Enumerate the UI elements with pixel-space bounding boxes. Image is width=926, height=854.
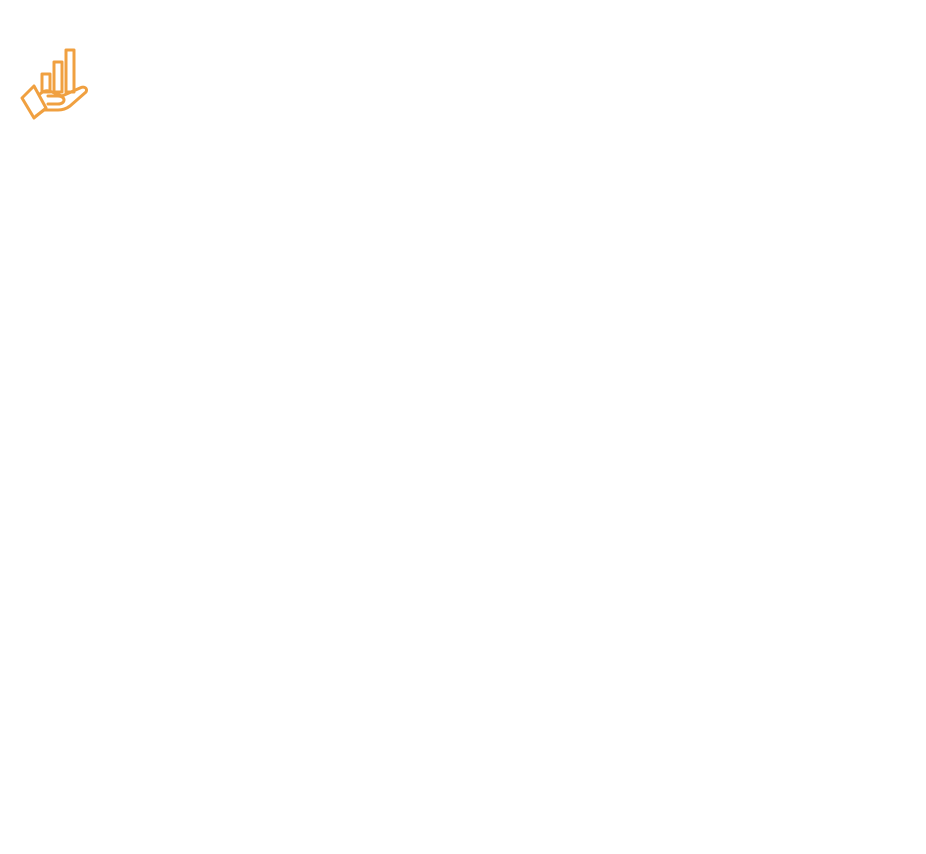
hand-growth-chart-icon (18, 44, 104, 120)
